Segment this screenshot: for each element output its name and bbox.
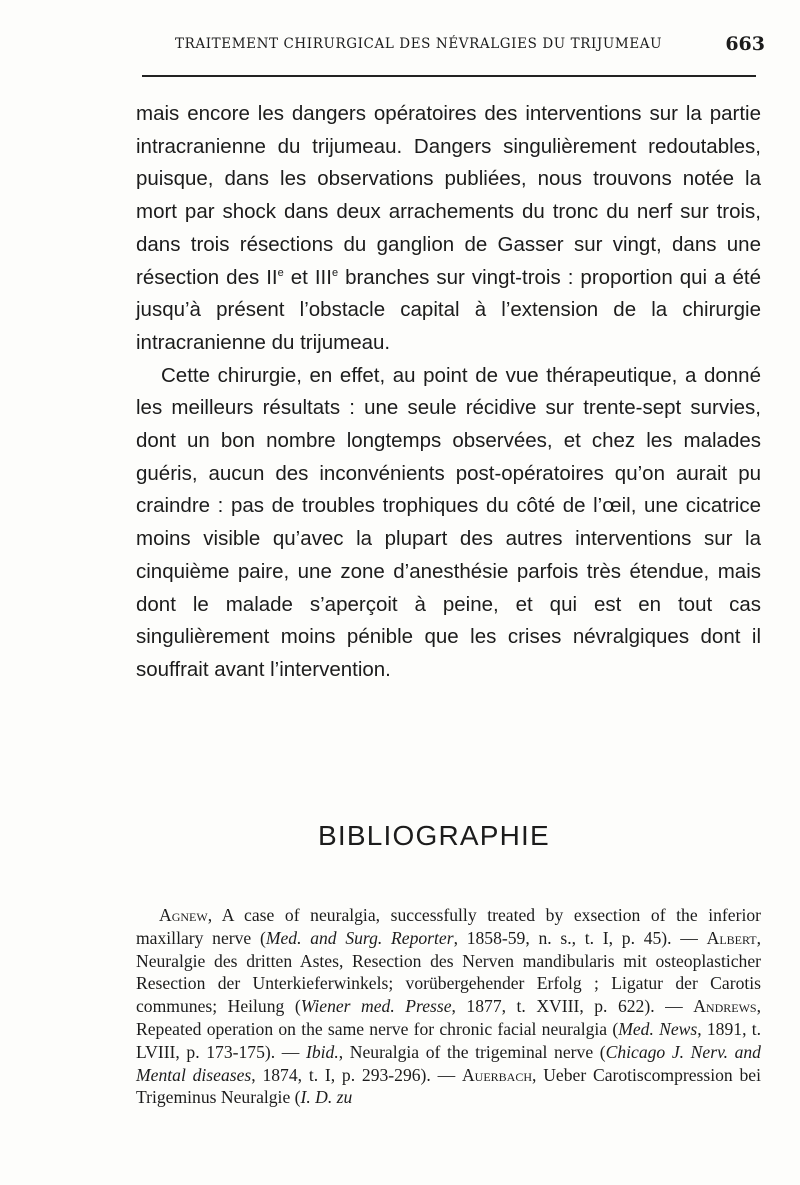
page-number: 663 [725, 33, 765, 55]
bib-journal: Ibid. [305, 1041, 339, 1062]
bib-ref: , Neuralgia of the trigeminal nerve ( [338, 1041, 606, 1062]
bib-ref: , 1891, t. LVIII, p. 173-175). — [136, 1018, 761, 1062]
paragraph-1 [136, 98, 761, 360]
bib-author: Agnew [159, 905, 208, 925]
bib-journal: Chicago J. Nerv. and Mental diseases [136, 1041, 761, 1085]
bib-journal: Wiener med. Presse [300, 996, 452, 1017]
bib-ref: , 1858-59, n. s., t. I, p. 45). — [453, 927, 707, 948]
bib-author: Auerbach [461, 1064, 533, 1085]
ordinal-iii-suffix: e [331, 266, 339, 279]
bib-ref: , 1874, t. I, p. 293-296). — [251, 1064, 462, 1085]
paragraph-1-joiner: et [283, 265, 315, 289]
bib-author: Andrews [693, 996, 757, 1017]
bibliography-text [136, 904, 761, 1109]
main-text [136, 98, 761, 687]
bib-journal: I. D. zu [300, 1087, 353, 1108]
running-head-title: TRAITEMENT CHIRURGICAL DES NÉVRALGIES DU TRIJUMEAU [175, 36, 663, 52]
ordinal-iii: III [314, 265, 332, 289]
ordinal-ii: II [266, 265, 278, 289]
ordinal-ii-suffix: e [277, 266, 284, 279]
paragraph-1-text-end: branches sur vingt-trois : proportion qui a été jusqu’à présent l’obstacle capital à l’extension de la chirurgie intracranienne du trijumeau. [136, 265, 761, 354]
bib-title: , Neuralgie des dritten Astes, Resection des Nerven mandibularis mit osteoplasticher Resection der Unterkieferwinkels; vorübergehender Erfolg ; Ligatur der Carotis communes; Heilung ( [136, 927, 761, 1017]
paragraph-2: Cette chirurgie, en effet, au point de vue thérapeutique, a donné les meilleurs résultats : une seule récidive sur trente-sept survies, dont un bon nombre longtemps observées, et chez les malades guéris, aucun des inconvénients post-opératoires qu’on aurait pu craindre : pas de troubles trophiques du côté de l’œil, une cicatrice moins visible qu’avec la plupart des autres interventions sur la cinquième paire, une zone d’anesthésie parfois très étendue, mais dont le malade s’aperçoit à peine, et qui est en tout cas singulièrement moins pénible que les crises névralgiques dont il souffrait avant l’intervention. [136, 363, 761, 681]
bib-journal: Med. News [618, 1018, 698, 1039]
bib-title: , Repeated operation on the same nerve for chronic facial neuralgia ( [136, 996, 761, 1039]
bib-title: , A case of neuralgia, successfully treated by exsection of the inferior maxillary nerve ( [136, 905, 761, 948]
bibliography-heading: BIBLIOGRAPHIE [318, 820, 550, 851]
bib-title: , Ueber Carotiscompression bei Trigeminus Neuralgie ( [136, 1064, 761, 1108]
running-head [175, 33, 765, 55]
bib-ref: , 1877, t. XVIII, p. 622). — [451, 996, 694, 1017]
bib-journal: Med. and Surg. Reporter [265, 927, 454, 948]
bibliography-entries [136, 904, 761, 1109]
bib-author: Albert [706, 927, 757, 948]
header-rule [142, 75, 756, 77]
paragraph-1-text: mais encore les dangers opératoires des interventions sur la partie intracranienne du trijumeau. Dangers singulièrement redoutables, puisque, dans les observations publiées, nous trouvons notée la mort par shock dans deux arrachements du tronc du nerf sur trois, dans trois résections du ganglion de Gasser sur vingt, dans une résection des [136, 102, 761, 289]
